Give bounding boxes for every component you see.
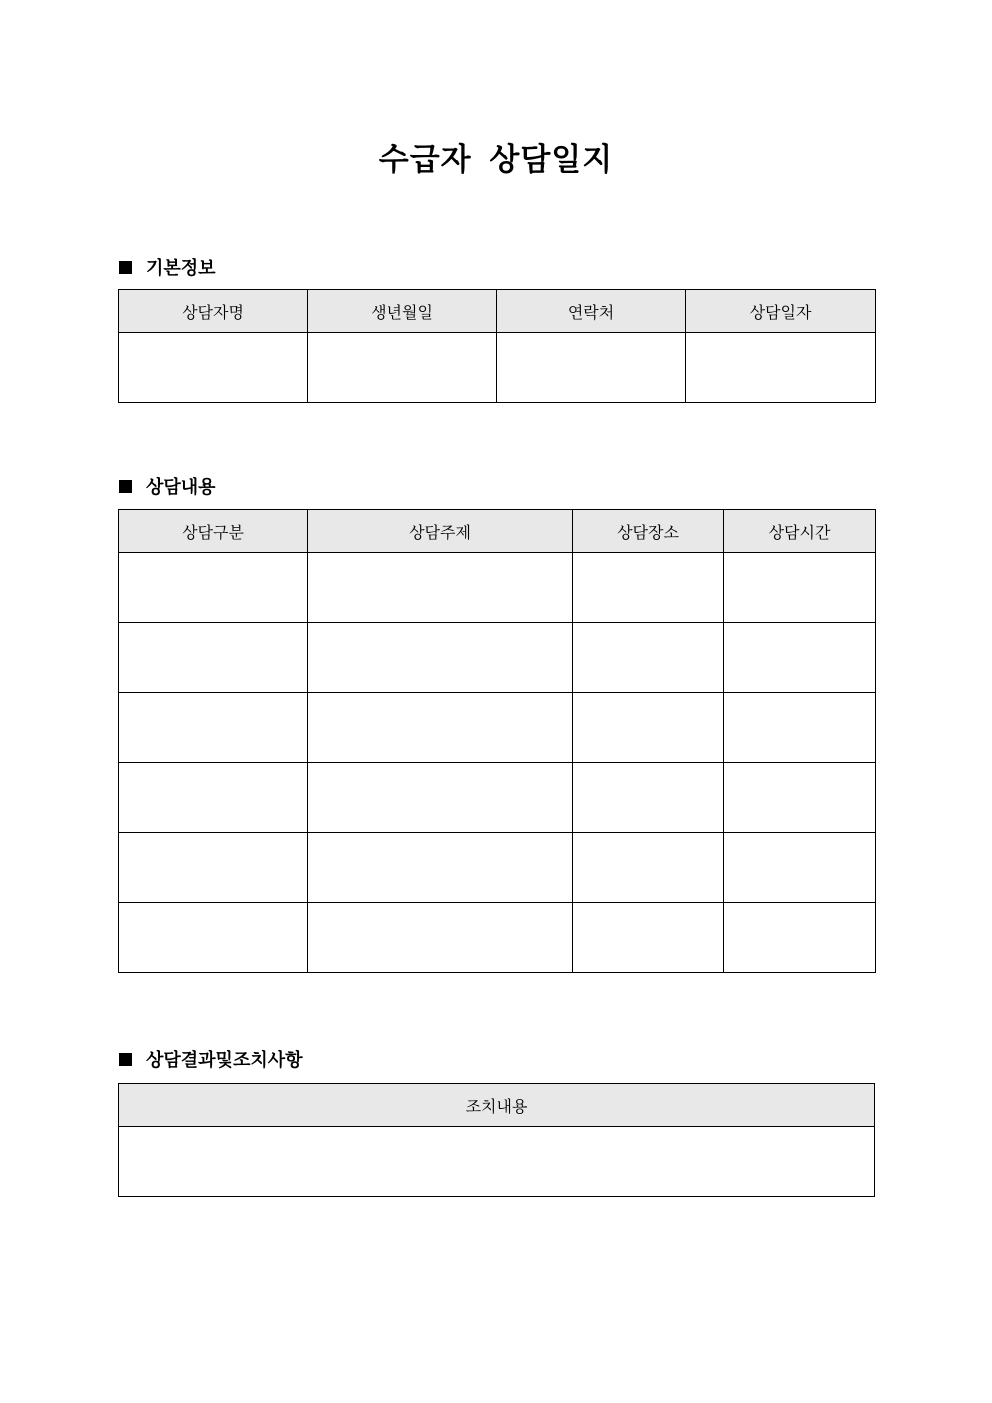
square-bullet-icon — [119, 480, 132, 493]
table-header-row — [119, 290, 876, 333]
section-label: 기본정보 — [146, 258, 216, 279]
square-bullet-icon — [119, 261, 132, 274]
table-row — [119, 903, 876, 973]
action-details-cell[interactable] — [119, 1127, 875, 1197]
counsel-time-cell[interactable] — [724, 693, 876, 763]
header-counsel-date: 상담일자 — [686, 290, 876, 333]
header-counselor-name: 상담자명 — [119, 290, 308, 333]
counsel-topic-cell[interactable] — [308, 693, 573, 763]
header-counsel-type: 상담구분 — [119, 510, 308, 553]
counsel-topic-cell[interactable] — [308, 553, 573, 623]
birth-date-cell[interactable] — [308, 333, 497, 403]
counsel-place-cell[interactable] — [573, 623, 724, 693]
counsel-type-cell[interactable] — [119, 833, 308, 903]
counsel-time-cell[interactable] — [724, 553, 876, 623]
table-row — [119, 1127, 875, 1197]
counsel-topic-cell[interactable] — [308, 903, 573, 973]
contact-cell[interactable] — [497, 333, 686, 403]
counsel-place-cell[interactable] — [573, 903, 724, 973]
counsel-time-cell[interactable] — [724, 623, 876, 693]
header-counsel-topic: 상담주제 — [308, 510, 573, 553]
counsel-place-cell[interactable] — [573, 763, 724, 833]
header-action-details: 조치내용 — [119, 1084, 875, 1127]
basic-info-table — [118, 289, 876, 403]
result-actions-table — [118, 1083, 875, 1197]
counsel-type-cell[interactable] — [119, 903, 308, 973]
counselor-name-cell[interactable] — [119, 333, 308, 403]
counsel-topic-cell[interactable] — [308, 623, 573, 693]
header-counsel-time: 상담시간 — [724, 510, 876, 553]
section-result-actions-heading — [119, 1046, 303, 1072]
table-header-row — [119, 510, 876, 553]
table-row — [119, 693, 876, 763]
table-row — [119, 623, 876, 693]
square-bullet-icon — [119, 1053, 132, 1066]
table-row — [119, 553, 876, 623]
section-label: 상담결과및조치사항 — [146, 1050, 303, 1071]
header-contact: 연락처 — [497, 290, 686, 333]
document-title: 수급자 상담일지 — [378, 142, 614, 178]
section-label: 상담내용 — [146, 477, 216, 498]
counsel-type-cell[interactable] — [119, 623, 308, 693]
counsel-type-cell[interactable] — [119, 553, 308, 623]
counsel-date-cell[interactable] — [686, 333, 876, 403]
counsel-place-cell[interactable] — [573, 693, 724, 763]
header-counsel-place: 상담장소 — [573, 510, 724, 553]
table-header-row — [119, 1084, 875, 1127]
table-row — [119, 333, 876, 403]
counsel-time-cell[interactable] — [724, 833, 876, 903]
counsel-place-cell[interactable] — [573, 553, 724, 623]
counsel-time-cell[interactable] — [724, 903, 876, 973]
section-basic-info-heading — [119, 254, 216, 280]
counsel-time-cell[interactable] — [724, 763, 876, 833]
header-birth-date: 생년월일 — [308, 290, 497, 333]
section-counsel-content-heading — [119, 473, 216, 499]
counsel-topic-cell[interactable] — [308, 763, 573, 833]
table-row — [119, 833, 876, 903]
counsel-topic-cell[interactable] — [308, 833, 573, 903]
table-row — [119, 763, 876, 833]
counsel-content-table — [118, 509, 876, 973]
counsel-place-cell[interactable] — [573, 833, 724, 903]
counsel-type-cell[interactable] — [119, 763, 308, 833]
counsel-type-cell[interactable] — [119, 693, 308, 763]
